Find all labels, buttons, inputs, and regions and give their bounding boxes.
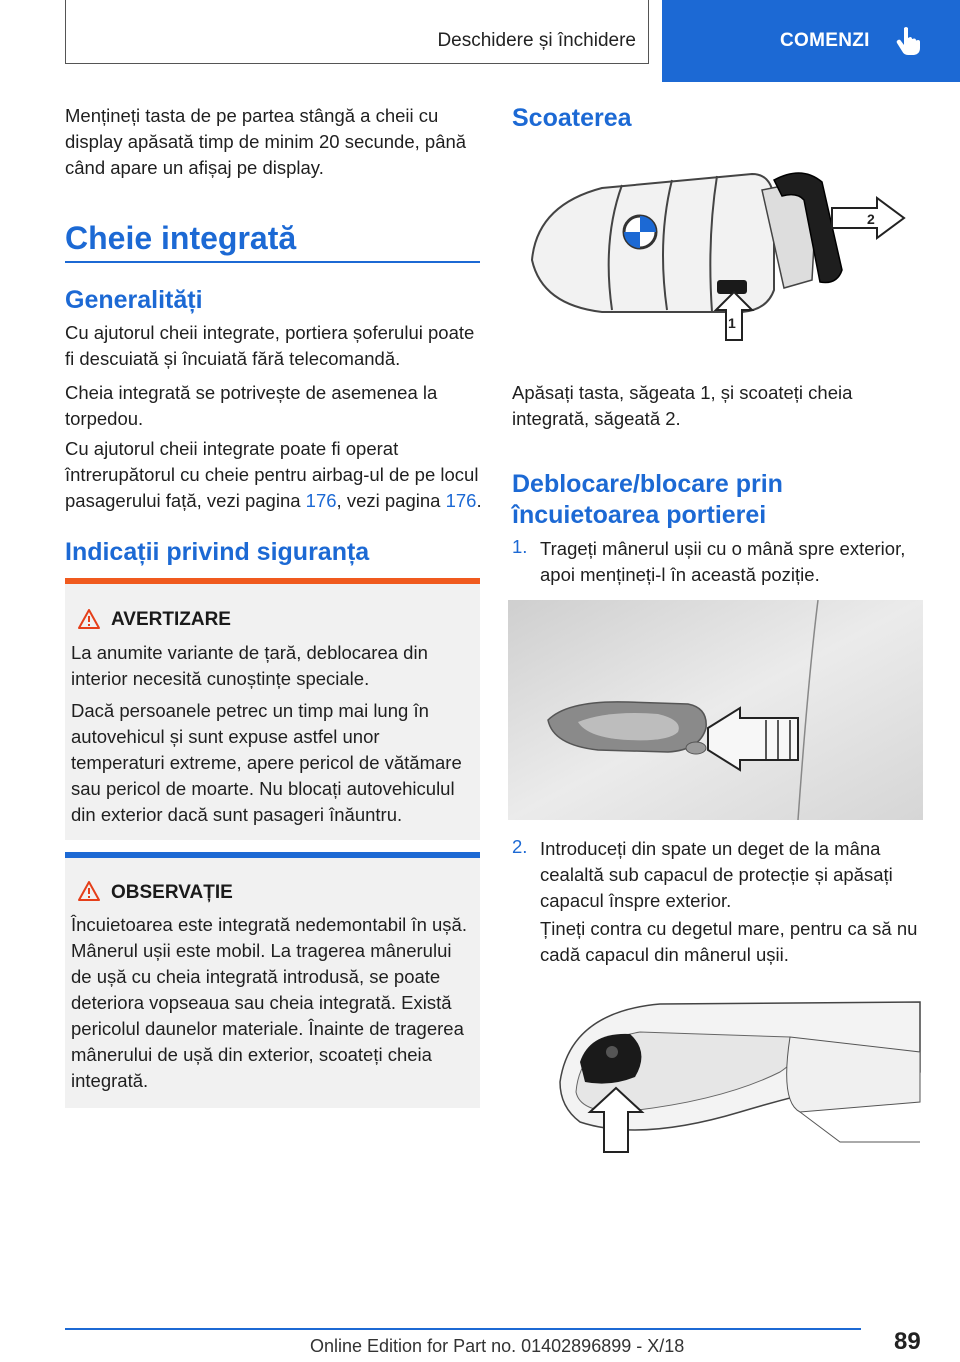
warning-text <box>71 640 471 834</box>
lock-cover-illustration <box>540 992 924 1162</box>
warning-paragraph-1: La anumite variante de țară, deblocarea din interior necesită cunoștințe speciale. <box>71 642 428 689</box>
pointing-hand-icon <box>896 26 922 56</box>
page-link-176-b[interactable]: 176 <box>445 490 477 511</box>
general-paragraph-2: Cheia integrată se potrivește de asemenea la torpedou. <box>65 382 438 429</box>
door-handle-illustration <box>508 600 923 820</box>
step-1-text: Trageți mânerul ușii cu o mână spre exterior, apoi mențineți-l în această poziție. <box>540 538 906 585</box>
footer-edition: Online Edition for Part no. 01402896899 - X/18 <box>310 1336 685 1356</box>
note-title: OBSERVAȚIE <box>111 882 233 903</box>
page-number: 89 <box>894 1328 921 1355</box>
note-text: Încuietoarea este integrată nedemontabil în ușă. Mânerul ușii este mobil. La tragerea mânerului de ușă cu cheia integrată introdusă, se poate deteriora vopseaua sau cheia integrată. Există pericolul daunelor materiale. Înainte de tragerea mânerului de ușă din exterior, scoateți cheia integrată. <box>71 914 467 1091</box>
caution-triangle-icon <box>77 880 101 902</box>
warning-box <box>65 578 480 840</box>
arrow-label-1: 1 <box>728 315 736 331</box>
header-tab-label[interactable]: COMENZI <box>780 30 870 51</box>
note-box <box>65 852 480 1108</box>
general-paragraph-1: Cu ajutorul cheii integrate, portiera șoferului poate fi descuiată și încuiată fără telecomandă. <box>65 322 475 369</box>
removal-paragraph: Apăsați tasta, săgeata 1, și scoateți cheia integrată, săgeată 2. <box>512 382 853 429</box>
warning-bar <box>65 578 480 584</box>
step-2-number: 2. <box>512 836 528 857</box>
heading-removal: Scoaterea <box>512 104 632 132</box>
note-bar <box>65 852 480 858</box>
intro-paragraph: Mențineți tasta de pe partea stângă a cheii cu display apăsată timp de minim 20 secunde, până când apare un afișaj pe display. <box>65 105 467 178</box>
warning-title: AVERTIZARE <box>111 609 231 630</box>
warning-triangle-icon <box>77 608 101 630</box>
step-2-extra-text: Țineți contra cu degetul mare, pentru ca să nu cadă capacul din mânerul ușii. <box>540 918 918 965</box>
arrow-label-2: 2 <box>867 211 875 227</box>
warning-paragraph-2: Dacă persoanele petrec un timp mai lung în autovehicul și sunt expuse astfel unor temperaturi extreme, apere pericol de vătămare sau pericol de moarte. Nu blocați autovehiculul din exterior dacă sunt pasageri înăuntru. <box>71 700 462 825</box>
step-2-text: Introduceți din spate un deget de la mâna cealaltă sub capacul de protecție și apăsați capacul înspre exterior. <box>540 838 893 911</box>
heading-general: Generalități <box>65 286 203 314</box>
heading-integrated-key: Cheie integrată <box>65 220 297 256</box>
footer-rule <box>65 1328 861 1330</box>
general-paragraph-3: Cu ajutorul cheii integrate poate fi operat întrerupătorul cu cheie pentru airbag-ul de pe locul pasagerului față, vezi pagina 176, vezi pagina 176. <box>65 438 482 511</box>
heading-unlock-lock: Deblocare/blocare prin încuietoarea portierei <box>512 470 783 529</box>
heading-safety: Indicații privind siguranța <box>65 538 370 566</box>
page-link-176[interactable]: 176 <box>305 490 337 511</box>
key-removal-illustration <box>512 160 924 360</box>
step-1-number: 1. <box>512 536 528 557</box>
header-section-title: Deschidere și închidere <box>437 30 636 51</box>
heading-rule <box>65 261 480 263</box>
